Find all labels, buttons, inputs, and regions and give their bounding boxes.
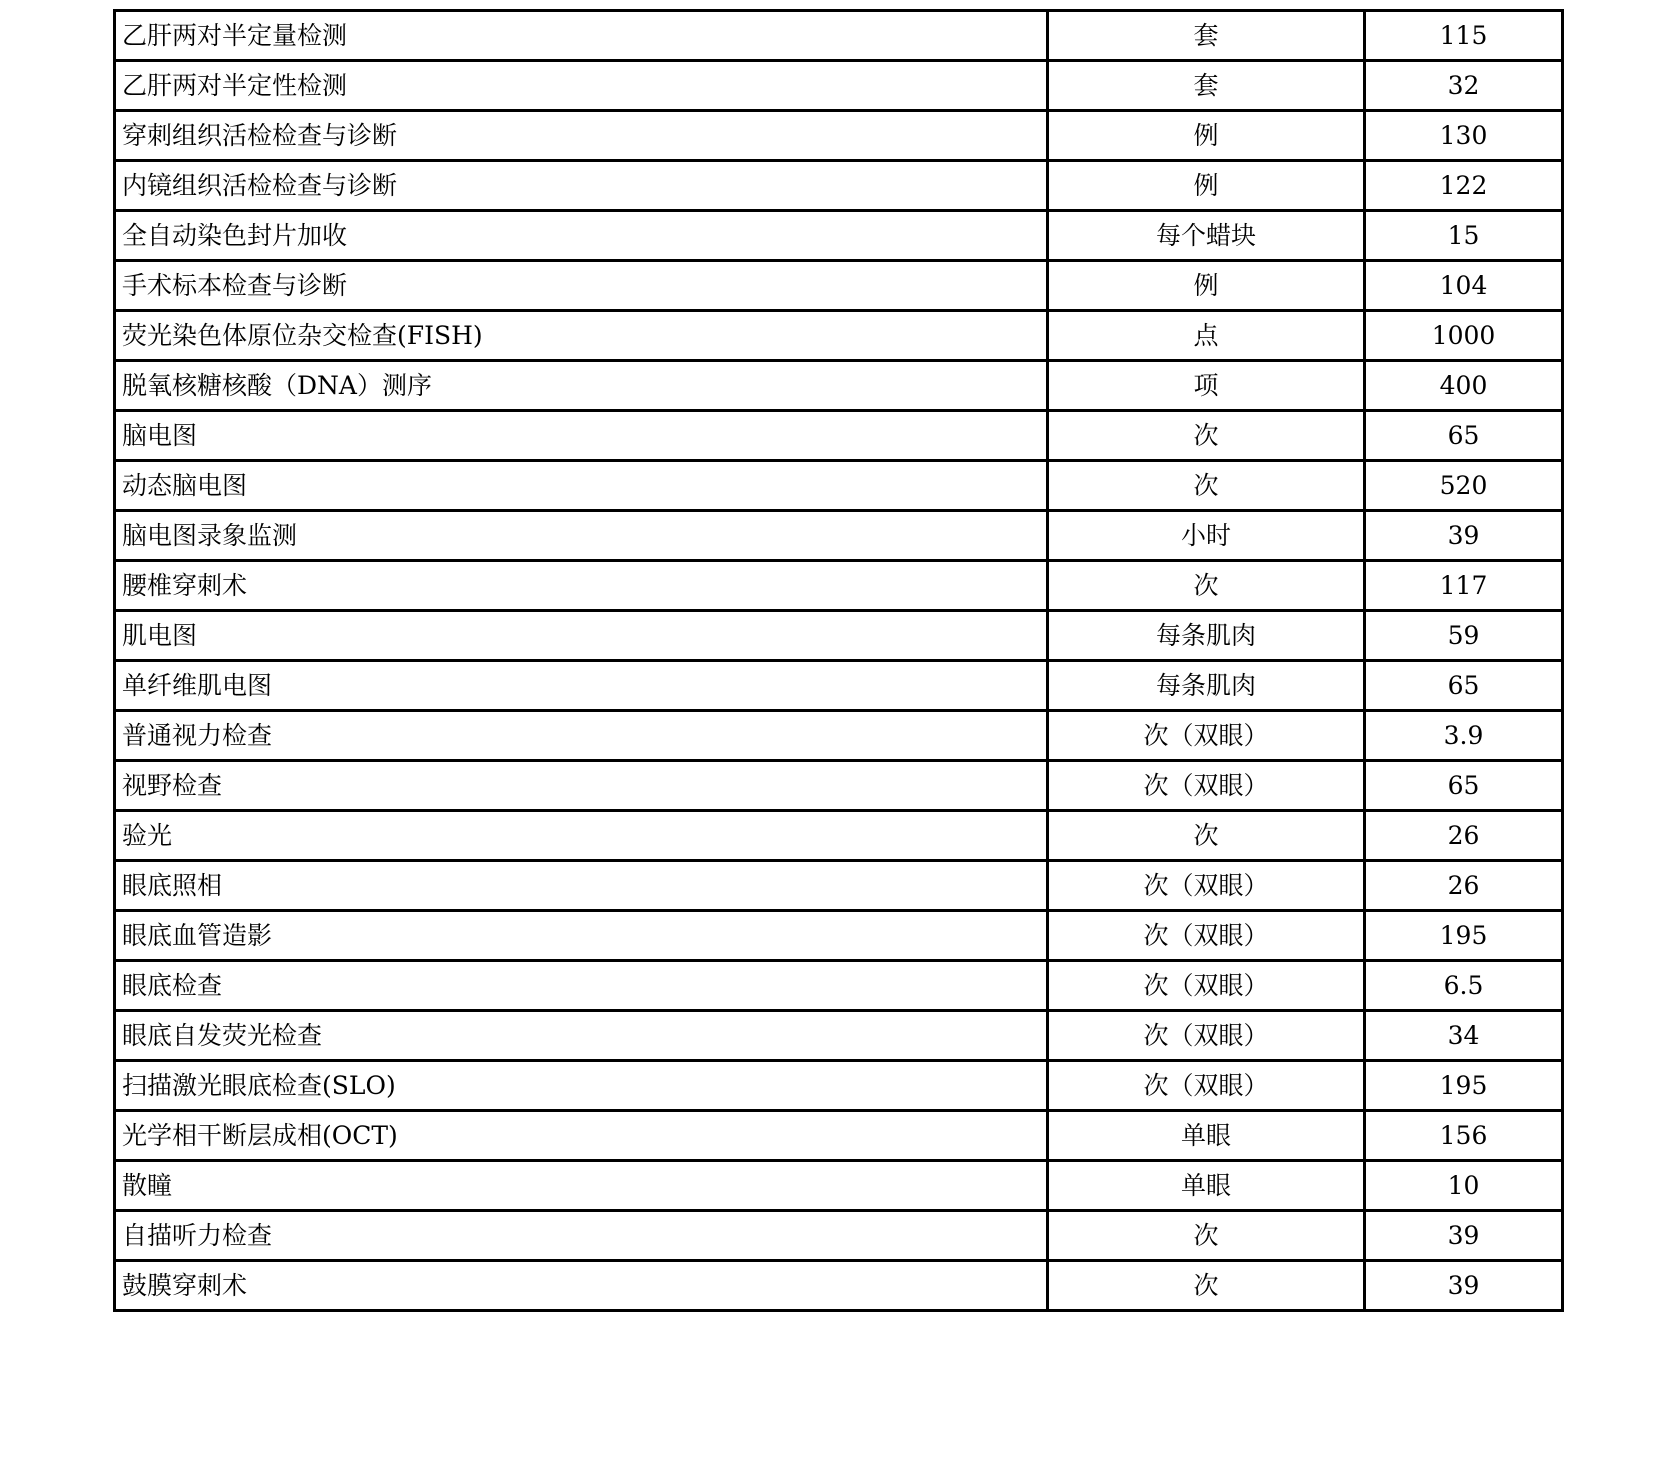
table-row [115, 611, 1563, 661]
unit-cell: 次（双眼） [1048, 861, 1365, 911]
unit-cell: 次（双眼） [1048, 1011, 1365, 1061]
price-cell: 39 [1365, 511, 1563, 561]
price-cell: 117 [1365, 561, 1563, 611]
item-name-cell: 脑电图录象监测 [115, 511, 1048, 561]
price-cell: 39 [1365, 1211, 1563, 1261]
item-name-cell: 眼底照相 [115, 861, 1048, 911]
item-name-cell: 乙肝两对半定性检测 [115, 61, 1048, 111]
table-row [115, 1261, 1563, 1311]
unit-cell: 单眼 [1048, 1161, 1365, 1211]
table-row [115, 961, 1563, 1011]
item-name-cell: 眼底自发荧光检查 [115, 1011, 1048, 1061]
table-row [115, 311, 1563, 361]
table-row [115, 461, 1563, 511]
item-name-cell: 散瞳 [115, 1161, 1048, 1211]
unit-cell: 次（双眼） [1048, 761, 1365, 811]
unit-cell: 每条肌肉 [1048, 611, 1365, 661]
item-name-cell: 扫描激光眼底检查(SLO) [115, 1061, 1048, 1111]
unit-cell: 单眼 [1048, 1111, 1365, 1161]
price-cell: 520 [1365, 461, 1563, 511]
unit-cell: 次 [1048, 411, 1365, 461]
fee-table-body [115, 11, 1563, 1311]
item-name-cell: 普通视力检查 [115, 711, 1048, 761]
item-name-cell: 脱氧核糖核酸（DNA）测序 [115, 361, 1048, 411]
item-name-cell: 视野检查 [115, 761, 1048, 811]
price-cell: 59 [1365, 611, 1563, 661]
price-cell: 65 [1365, 661, 1563, 711]
price-cell: 130 [1365, 111, 1563, 161]
price-cell: 400 [1365, 361, 1563, 411]
table-row [115, 761, 1563, 811]
unit-cell: 次（双眼） [1048, 961, 1365, 1011]
price-cell: 6.5 [1365, 961, 1563, 1011]
item-name-cell: 肌电图 [115, 611, 1048, 661]
unit-cell: 次 [1048, 1211, 1365, 1261]
price-cell: 156 [1365, 1111, 1563, 1161]
price-cell: 104 [1365, 261, 1563, 311]
item-name-cell: 穿刺组织活检检查与诊断 [115, 111, 1048, 161]
unit-cell: 次（双眼） [1048, 911, 1365, 961]
unit-cell: 次（双眼） [1048, 711, 1365, 761]
unit-cell: 次 [1048, 1261, 1365, 1311]
table-row [115, 261, 1563, 311]
item-name-cell: 眼底检查 [115, 961, 1048, 1011]
table-row [115, 11, 1563, 61]
unit-cell: 例 [1048, 111, 1365, 161]
table-row [115, 411, 1563, 461]
price-cell: 65 [1365, 761, 1563, 811]
item-name-cell: 内镜组织活检检查与诊断 [115, 161, 1048, 211]
unit-cell: 每个蜡块 [1048, 211, 1365, 261]
item-name-cell: 验光 [115, 811, 1048, 861]
item-name-cell: 自描听力检查 [115, 1211, 1048, 1261]
unit-cell: 例 [1048, 261, 1365, 311]
price-cell: 1000 [1365, 311, 1563, 361]
price-cell: 122 [1365, 161, 1563, 211]
table-row [115, 811, 1563, 861]
price-cell: 115 [1365, 11, 1563, 61]
unit-cell: 次 [1048, 561, 1365, 611]
price-cell: 32 [1365, 61, 1563, 111]
table-row [115, 111, 1563, 161]
price-cell: 34 [1365, 1011, 1563, 1061]
table-row [115, 361, 1563, 411]
price-cell: 26 [1365, 811, 1563, 861]
price-cell: 3.9 [1365, 711, 1563, 761]
unit-cell: 次 [1048, 811, 1365, 861]
item-name-cell: 腰椎穿刺术 [115, 561, 1048, 611]
table-row [115, 911, 1563, 961]
table-row [115, 861, 1563, 911]
price-cell: 39 [1365, 1261, 1563, 1311]
item-name-cell: 脑电图 [115, 411, 1048, 461]
unit-cell: 点 [1048, 311, 1365, 361]
item-name-cell: 全自动染色封片加收 [115, 211, 1048, 261]
item-name-cell: 手术标本检查与诊断 [115, 261, 1048, 311]
table-row [115, 511, 1563, 561]
item-name-cell: 乙肝两对半定量检测 [115, 11, 1048, 61]
unit-cell: 项 [1048, 361, 1365, 411]
unit-cell: 次（双眼） [1048, 1061, 1365, 1111]
item-name-cell: 单纤维肌电图 [115, 661, 1048, 711]
unit-cell: 小时 [1048, 511, 1365, 561]
table-row [115, 1161, 1563, 1211]
table-row [115, 1061, 1563, 1111]
table-row [115, 661, 1563, 711]
item-name-cell: 鼓膜穿刺术 [115, 1261, 1048, 1311]
price-cell: 10 [1365, 1161, 1563, 1211]
unit-cell: 每条肌肉 [1048, 661, 1365, 711]
price-cell: 65 [1365, 411, 1563, 461]
price-cell: 15 [1365, 211, 1563, 261]
unit-cell: 套 [1048, 11, 1365, 61]
table-row [115, 1211, 1563, 1261]
item-name-cell: 动态脑电图 [115, 461, 1048, 511]
unit-cell: 例 [1048, 161, 1365, 211]
price-cell: 195 [1365, 1061, 1563, 1111]
fee-table [113, 9, 1564, 1312]
table-row [115, 211, 1563, 261]
unit-cell: 套 [1048, 61, 1365, 111]
table-row [115, 711, 1563, 761]
unit-cell: 次 [1048, 461, 1365, 511]
table-row [115, 1011, 1563, 1061]
table-row [115, 1111, 1563, 1161]
price-cell: 195 [1365, 911, 1563, 961]
table-row [115, 161, 1563, 211]
price-cell: 26 [1365, 861, 1563, 911]
item-name-cell: 光学相干断层成相(OCT) [115, 1111, 1048, 1161]
table-row [115, 561, 1563, 611]
table-row [115, 61, 1563, 111]
item-name-cell: 眼底血管造影 [115, 911, 1048, 961]
item-name-cell: 荧光染色体原位杂交检查(FISH) [115, 311, 1048, 361]
